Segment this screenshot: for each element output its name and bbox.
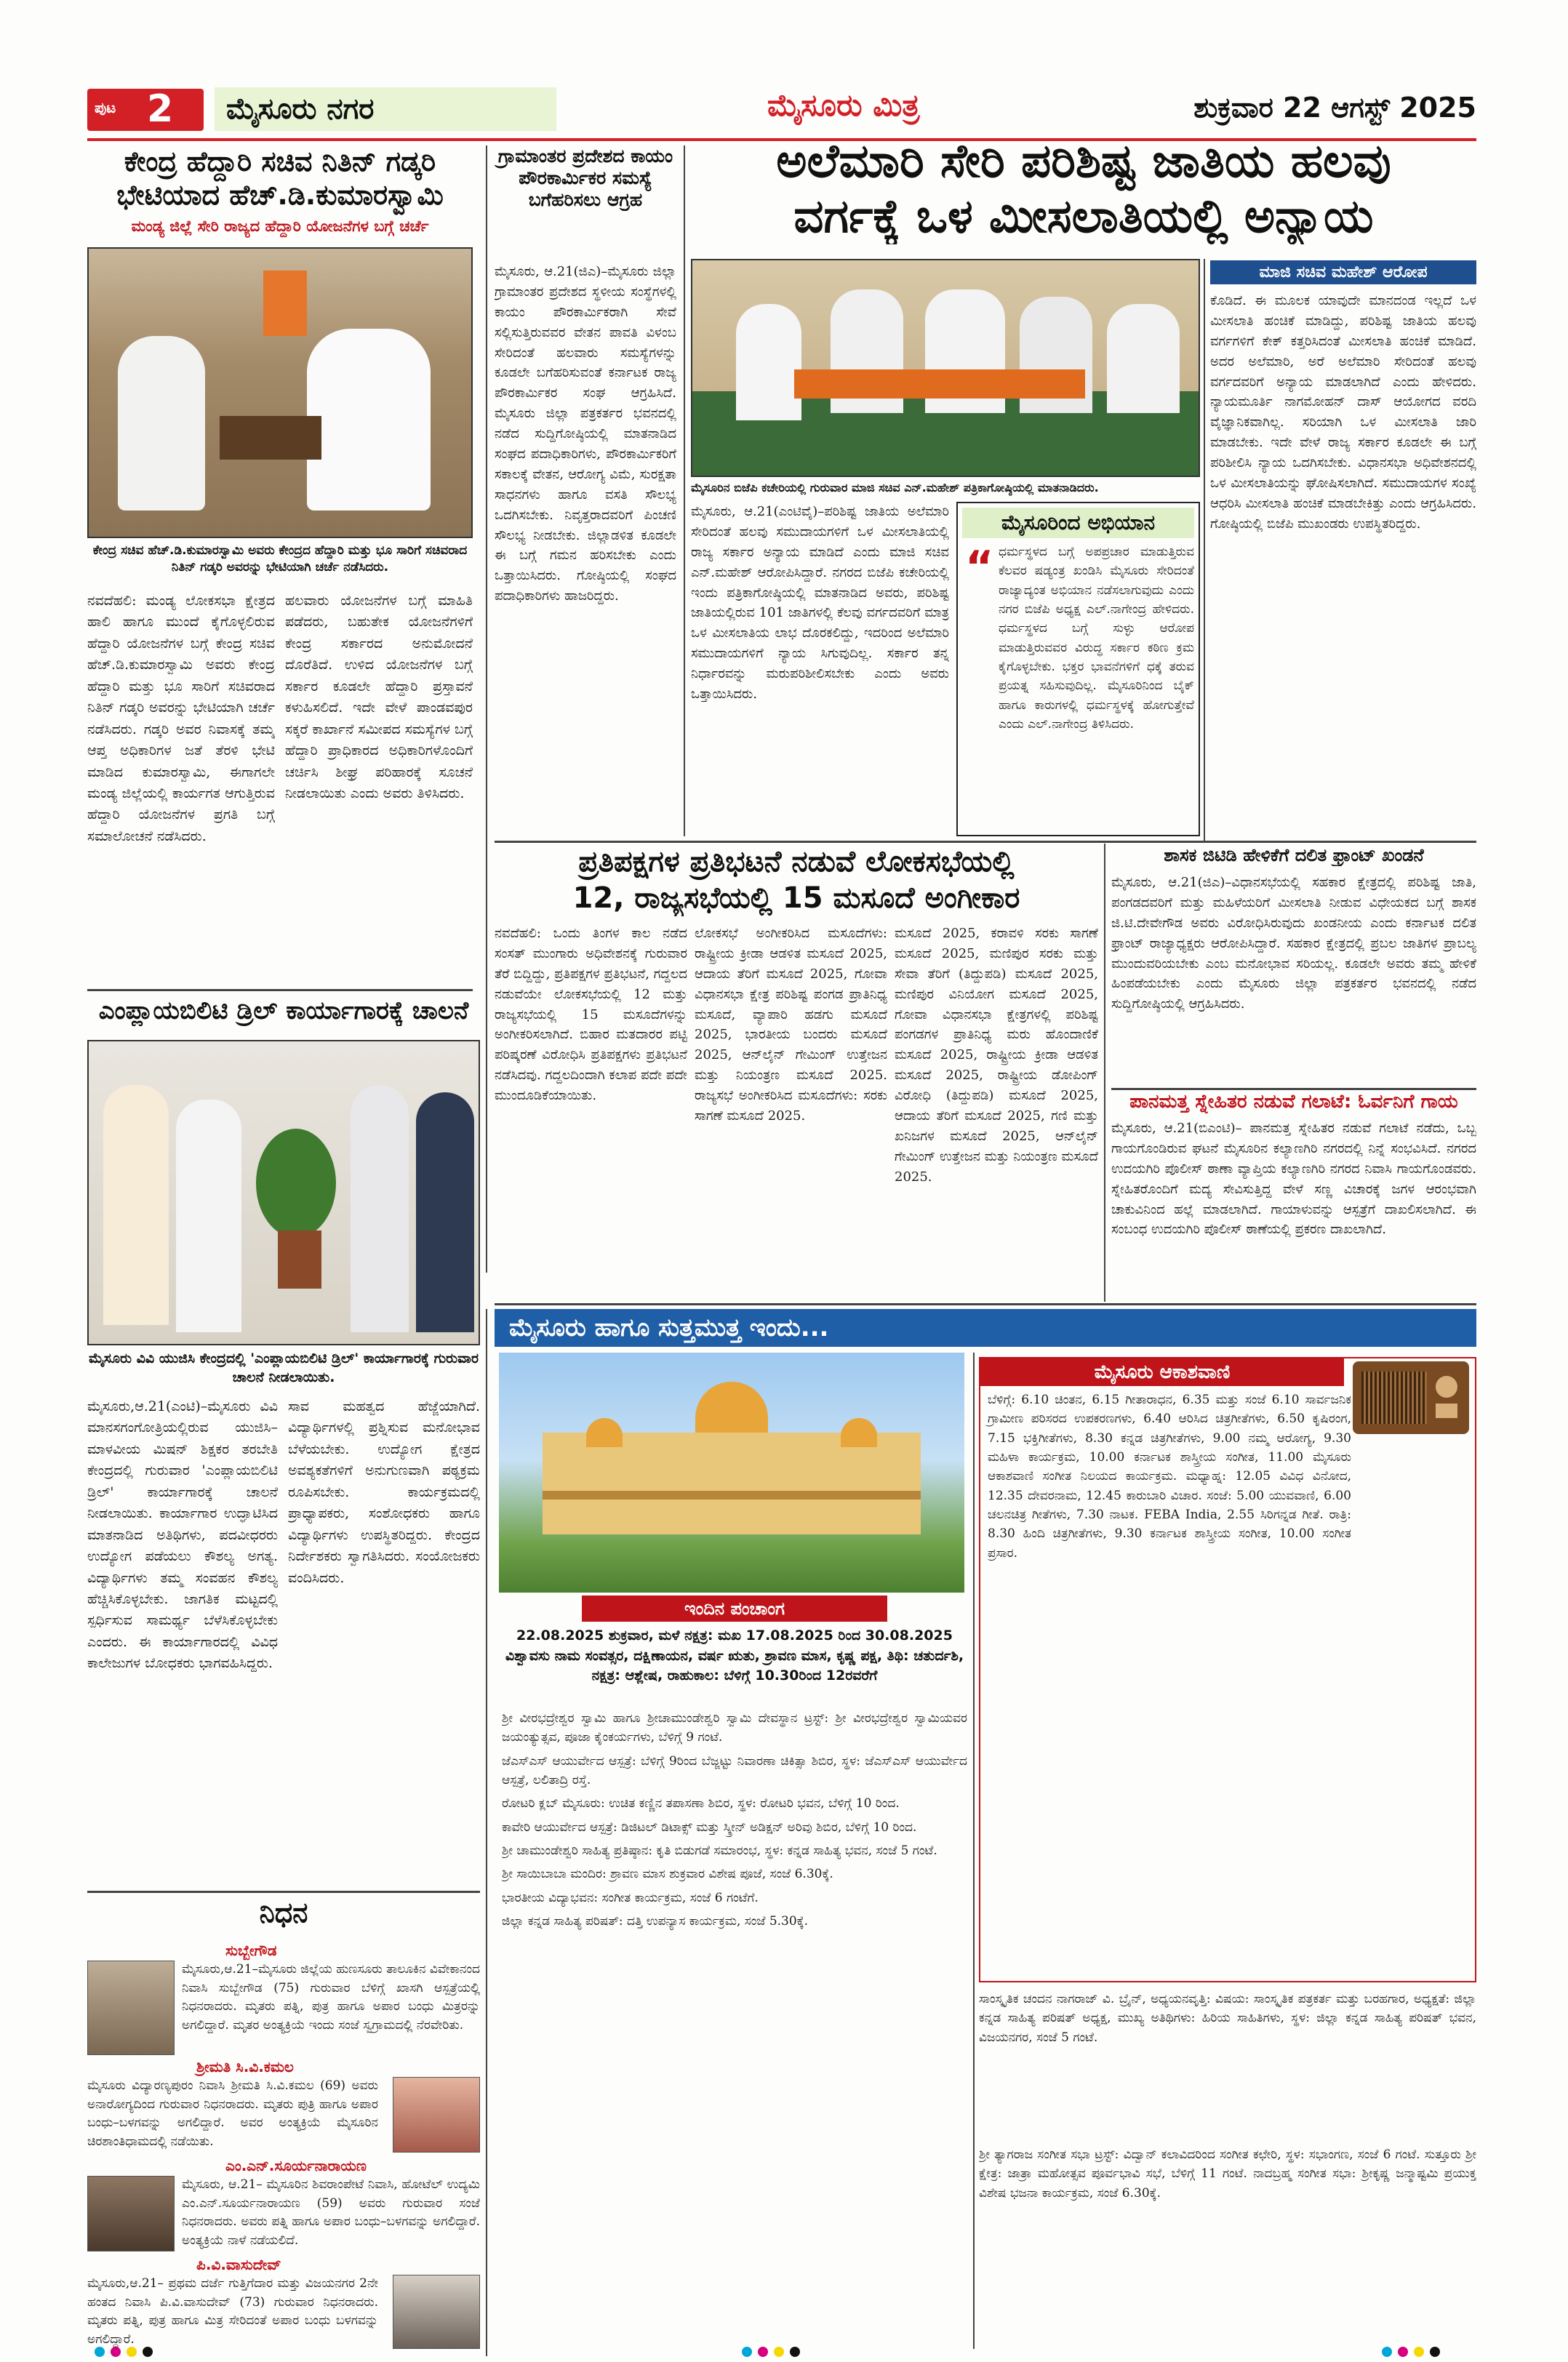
subhead: ಮಂಡ್ಯ ಜಿಲ್ಲೆ ಸೇರಿ ರಾಜ್ಯದ ಹೆದ್ದಾರಿ ಯೋಜನೆಗಳ ಬಗ್ಗೆ ಚರ್ಚೆ (131, 217, 429, 236)
footer-registration-dots-center (742, 2346, 829, 2359)
paper-logo: ಮೈಸೂರು ಮಿತ್ರ (767, 87, 920, 123)
quote-icon: “ (965, 542, 994, 593)
story-reservation-headline (691, 135, 1476, 244)
employability-caption: ಮೈಸೂರು ವಿವಿ ಯುಜಿಸಿ ಕೇಂದ್ರದಲ್ಲಿ 'ಎಂಪ್ಲಾಯಬಿಲಿಟಿ ಡ್ರಿಲ್' ಕಾರ್ಯಾಗಾರಕ್ಕೆ ಗುರುವಾರ ಚಾಲನೆ ನೀಡಲಾಯಿತು. (88, 1350, 479, 1385)
story-dalit-headline: ಶಾಸಕ ಜಿಟಿಡಿ ಹೇಳಿಕೆಗೆ ದಲಿತ ಫ್ರಾಂಟ್ ಖಂಡನೆ (1164, 845, 1424, 865)
story-sanitation-headline: ಗ್ರಾಮಾಂತರ ಪ್ರದೇಶದ ಕಾಯಂ ಪೌರಕಾರ್ಮಿಕರ ಸಮಸ್ಯೆ ಬಗೆಹರಿಸಲು ಆಗ್ರಹ (497, 145, 673, 210)
obituary-photo (87, 1961, 175, 2055)
panchanga-text: 22.08.2025 ಶುಕ್ರವಾರ, ಮಳೆ ನಕ್ಷತ್ರ: ಮಖ 17.08.2025 ರಿಂದ 30.08.2025 ವಿಶ್ವಾವಸು ನಾಮ ಸಂವತ್ಸರ, ದಕ್ಷಿಣಾಯನ, ವರ್ಷ ಋತು, ಶ್ರಾವಣ ಮಾಸ, ಕೃಷ್ಣ ಪಕ್ಷ, ತಿಥಿ: ಚತುರ್ದಶಿ, ನಕ್ಷತ್ರ: ಆಶ್ಲೇಷ, ರಾಹುಕಾಲ: ಬೆಳಿಗ್ಗೆ 10.30ರಿಂದ 12ರವರೆಗೆ (505, 1628, 964, 1684)
dot-black (790, 2347, 800, 2357)
radio-box (979, 1357, 1476, 1982)
dot-magenta (111, 2347, 121, 2357)
dot-black (143, 2347, 153, 2357)
sidebar-title: ಮೈಸೂರಿಂದ ಅಭಿಯಾನ (962, 508, 1194, 538)
obituary-text: ಮೈಸೂರು, ಆ.21– ಮೈಸೂರಿನ ಶಿವರಾಂಪೇಟೆ ನಿವಾಸಿ, ಹೋಟೆಲ್ ಉದ್ಯಮಿ ಎಂ.ಎನ್.ಸೂರ್ಯನಾರಾಯಣ (59) ಅವರು ಗುರುವಾರ ಸಂಜೆ ನಿಧನರಾದರು. ಅವರು ಪತ್ನಿ ಹಾಗೂ ಅಪಾರ ಬಂಧು–ಬಳಗವನ್ನು ಅಗಲಿದ್ದಾರೆ. ಅಂತ್ಯಕ್ರಿಯೆ ನಾಳೆ ನಡೆಯಲಿದೆ. (182, 2177, 480, 2248)
story-reservation-right: ಕೊಡಿದೆ. ಈ ಮೂಲಕ ಯಾವುದೇ ಮಾನದಂಡ ಇಲ್ಲದೆ ಒಳ ಮೀಸಲಾತಿ ಹಂಚಿಕೆ ಮಾಡಿದ್ದು, ಪರಿಶಿಷ್ಟ ಜಾತಿಯ ಹಲವು ವರ್ಗಗಳಿಗೆ ಕೇಕ್ ಕತ್ತರಿಸಿದಂತೆ ಮೀಸಲಾತಿ ಹಂಚಿಕೆ ಮಾಡಿದೆ. ಅದರ ಅಲೆಮಾರಿ, ಅರೆ ಅಲೆಮಾರಿ ಸೇರಿದಂತೆ ಹಲವು ವರ್ಗದವರಿಗೆ ಅನ್ಯಾಯ ಮಾಡಲಾಗಿದೆ ಎಂದು ಹೇಳಿದರು. ನ್ಯಾಯಮೂರ್ತಿ ನಾಗಮೋಹನ್ ದಾಸ್ ಆಯೋಗದ ವರದಿ ವೈಜ್ಞಾನಿಕವಾಗಿಲ್ಲ. ಸರಿಯಾಗಿ ಒಳ ಮೀಸಲಾತಿ ಜಾರಿ ಮಾಡಬೇಕು. ಇದೇ ವೇಳೆ ರಾಜ್ಯ ಸರ್ಕಾರ ಕೂಡಲೇ ಈ ಬಗ್ಗೆ ಪರಿಶೀಲಿಸಿ ನ್ಯಾಯ ಒದಗಿಸಬೇಕು. ವಿಧಾನಸಭಾ ಅಧಿವೇಶನದಲ್ಲಿ ಒಳ ಮೀಸಲಾತಿಯನ್ನು ಘೋಷಿಸಲಾಗಿದೆ. ಸಮುದಾಯಗಳ ಸಂಖ್ಯೆ ಆಧರಿಸಿ ಮೀಸಲಾತಿ ಹಂಚಿಕೆ ಮಾಡಬೇಕಿತ್ತು ಎಂದು ಆಗ್ರಹಿಸಿದರು. ಗೋಷ್ಠಿಯಲ್ಲಿ ಬಿಜೆಪಿ ಮುಖಂಡರು ಉಪಸ್ಥಿತರಿದ್ದರು. (1210, 293, 1476, 532)
panchanga-title (582, 1596, 887, 1622)
story-parliament-col2: ಲೋಕಸಭೆ ಅಂಗೀಕರಿಸಿದ ಮಸೂದೆಗಳು: ರಾಷ್ಟ್ರೀಯ ಕ್ರೀಡಾ ಆಡಳಿತ ಮಸೂದೆ 2025, ಆದಾಯ ತೆರಿಗೆ ಮಸೂದೆ 2025, ಗೋವಾ ವಿಧಾನಸಭಾ ಕ್ಷೇತ್ರ ಪರಿಶಿಷ್ಟ ಪಂಗಡ ಪ್ರಾತಿನಿಧ್ಯ ಮಸೂದೆ, ವ್ಯಾಪಾರಿ ಹಡಗು ಮಸೂದೆ 2025, ಭಾರತೀಯ ಬಂದರು ಮಸೂದೆ 2025, ಆನ್‌ಲೈನ್ ಗೇಮಿಂಗ್ ಉತ್ತೇಜನ ಮತ್ತು ನಿಯಂತ್ರಣ ಮಸೂದೆ 2025. ರಾಜ್ಯಸಭೆ ಅಂಗೀಕರಿಸಿದ ಮಸೂದೆಗಳು: ಸರಕು ಸಾಗಣೆ ಮಸೂದೆ 2025. (695, 926, 887, 1124)
headline-line1: ಅಲೆಮಾರಿ ಸೇರಿ ಪರಿಶಿಷ್ಟ ಜಾತಿಯ ಹಲವು (776, 135, 1391, 188)
dot-magenta (1398, 2347, 1408, 2357)
obituary-text: ಮೈಸೂರು,ಆ.21– ಪ್ರಥಮ ದರ್ಜೆ ಗುತ್ತಿಗೆದಾರ ಮತ್ತು ವಿಜಯನಗರ 2ನೇ ಹಂತದ ನಿವಾಸಿ ಪಿ.ವಿ.ವಾಸುದೇವ್ (73) ಗುರುವಾರ ನಿಧನರಾದರು. ಮೃತರು ಪತ್ನಿ, ಪುತ್ರ ಹಾಗೂ ಮಿತ್ರ ಸೇರಿದಂತೆ ಅಪಾರ ಬಂಧು ಬಳಗವನ್ನು ಅಗಲಿದ್ದಾರೆ. (87, 2276, 378, 2347)
obituary-item (87, 2256, 480, 2349)
obituary-text: ಮೈಸೂರು ವಿದ್ಯಾರಣ್ಯಪುರಂ ನಿವಾಸಿ ಶ್ರೀಮತಿ ಸಿ.ವಿ.ಕಮಲ (69) ಅವರು ಅನಾರೋಗ್ಯದಿಂದ ಗುರುವಾರ ನಿಧನರಾದರು. ಮೃತರು ಪುತ್ರಿ ಹಾಗೂ ಅಪಾರ ಬಂಧು–ಬಳಗವನ್ನು ಅಗಲಿದ್ದಾರೆ. ಅವರ ಅಂತ್ಯಕ್ರಿಯೆ ಮೈಸೂರಿನ ಚಿರಶಾಂತಿಧಾಮದಲ್ಲಿ ನಡೆಯಿತು. (87, 2078, 378, 2149)
obituary-text: ಮೈಸೂರು,ಆ.21–ಮೈಸೂರು ಜಿಲ್ಲೆಯ ಹುಣಸೂರು ತಾಲೂಕಿನ ವಿವೇಕಾನಂದ ನಿವಾಸಿ ಸುಬ್ಬೇಗೌಡ (75) ಗುರುವಾರ ಬೆಳಿಗ್ಗೆ ಖಾಸಗಿ ಆಸ್ಪತ್ರೆಯಲ್ಲಿ ನಿಧನರಾದರು. ಮೃತರು ಪತ್ನಿ, ಪುತ್ರ ಹಾಗೂ ಅಪಾರ ಬಂಧು ಮಿತ್ರರನ್ನು ಅಗಲಿದ್ದಾರೆ. ಮೃತರ ಅಂತ್ಯಕ್ರಿಯೆ ಇಂದು ಸಂಜೆ ಸ್ವಗ್ರಾಮದಲ್ಲಿ ನೆರವೇರಿತು. (182, 1962, 480, 2033)
story-gadkari (87, 145, 473, 589)
story-parliament-col3: ಮಸೂದೆ 2025, ಕರಾವಳಿ ಸರಕು ಸಾಗಣೆ ಮಸೂದೆ 2025, ಮಣಿಪುರ ಸರಕು ಮತ್ತು ಸೇವಾ ತೆರಿಗೆ (ತಿದ್ದುಪಡಿ) ಮಸೂದೆ 2025, ಮಣಿಪುರ ವಿನಿಯೋಗ ಮಸೂದೆ 2025, ಗೋವಾ ವಿಧಾನಸಭಾ ಕ್ಷೇತ್ರಗಳಲ್ಲಿ ಪರಿಶಿಷ್ಟ ಪಂಗಡಗಳ ಪ್ರಾತಿನಿಧ್ಯ ಮರು ಹೊಂದಾಣಿಕೆ ಮಸೂದೆ 2025, ರಾಷ್ಟ್ರೀಯ ಕ್ರೀಡಾ ಆಡಳಿತ ಮಸೂದೆ 2025, ರಾಷ್ಟ್ರೀಯ ಡೋಪಿಂಗ್ ವಿರೋಧಿ (ತಿದ್ದುಪಡಿ) ಮಸೂದೆ 2025, ಆದಾಯ ತೆರಿಗೆ ಮಸೂದೆ 2025, ಗಣಿ ಮತ್ತು ಖನಿಜಗಳ ಮಸೂದೆ 2025, ಆನ್‌ಲೈನ್ ಗೇಮಿಂಗ್ ಉತ್ತೇಜನ ಮತ್ತು ನಿಯಂತ್ರಣ ಮಸೂದೆ 2025. (895, 926, 1098, 1185)
event-item: ಜಿಲ್ಲಾ ಕನ್ನಡ ಸಾಹಿತ್ಯ ಪರಿಷತ್: ದತ್ತಿ ಉಪನ್ಯಾಸ ಕಾರ್ಯಕ್ರಮ, ಸಂಜೆ 5.30ಕ್ಕೆ. (502, 1914, 809, 1929)
story-dalit-body: ಮೈಸೂರು, ಆ.21(ಜಿಎ)–ವಿಧಾನಸಭೆಯಲ್ಲಿ ಸಹಕಾರ ಕ್ಷೇತ್ರದಲ್ಲಿ ಪರಿಶಿಷ್ಟ ಜಾತಿ, ಪಂಗಡದವರಿಗೆ ಮತ್ತು ಮಹಿಳೆಯರಿಗೆ ಮೀಸಲಾತಿ ನೀಡುವ ವಿಧೇಯಕದ ಬಗ್ಗೆ ಶಾಸಕ ಜಿ.ಟಿ.ದೇವೇಗೌಡ ಅವರು ವಿರೋಧಿಸಿರುವುದು ಖಂಡನೀಯ ಎಂದು ಕರ್ನಾಟಕ ದಲಿತ ಫ್ರಾಂಟ್ ರಾಜ್ಯಾಧ್ಯಕ್ಷರು ಆರೋಪಿಸಿದ್ದಾರೆ. ಸಹಕಾರ ಕ್ಷೇತ್ರದಲ್ಲಿ ಪ್ರಬಲ ಜಾತಿಗಳ ಪ್ರಾಬಲ್ಯ ಮುಂದುವರಿಯಬೇಕು ಎಂಬ ಮನೋಭಾವ ಸರಿಯಲ್ಲ. ಕೂಡಲೇ ಅವರು ತಮ್ಮ ಹೇಳಿಕೆ ಹಿಂಪಡೆಯಬೇಕು ಎಂದು ಮೈಸೂರು ಜಿಲ್ಲಾ ಪತ್ರಕರ್ತರ ಭವನದಲ್ಲಿ ನಡೆದ ಸುದ್ದಿಗೋಷ್ಠಿಯಲ್ಲಿ ಆಗ್ರಹಿಸಿದರು. (1111, 875, 1476, 1012)
issue-date: ಶುಕ್ರವಾರ 22 ಆಗಸ್ಟ್ 2025 (1193, 92, 1476, 124)
reservation-label: ಮಾಜಿ ಸಚಿವ ಮಹೇಶ್ ಆರೋಪ (1210, 260, 1476, 284)
photo-gadkari-meeting (87, 247, 473, 538)
event-item: ಶ್ರೀ ವೀರಭದ್ರೇಶ್ವರ ಸ್ವಾಮಿ ಹಾಗೂ ಶ್ರೀಚಾಮುಂಡೇಶ್ವರಿ ಸ್ವಾಮಿ ದೇವಸ್ಥಾನ ಟ್ರಸ್ಟ್: ಶ್ರೀ ವೀರಭದ್ರೇಶ್ವರ ಸ್ವಾಮಿಯವರ ಜಯಂತ್ಯುತ್ಸವ, ಪೂಜಾ ಕೈಂಕರ್ಯಗಳು, ಬೆಳಿಗ್ಗೆ 9 ಗಂಟೆ. (502, 1711, 967, 1745)
obituary-title: ನಿಧನ (259, 1897, 308, 1929)
dot-cyan (742, 2347, 752, 2357)
today-banner (495, 1309, 1476, 1347)
photo-press-meet (691, 259, 1200, 477)
event-item: ಭಾರತೀಯ ವಿದ್ಯಾಭವನ: ಸಂಗೀತ ಕಾರ್ಯಕ್ರಮ, ಸಂಜೆ 6 ಗಂಟೆಗೆ. (502, 1890, 759, 1905)
radio-icon (1353, 1361, 1469, 1434)
story-employability-col2: ಸಾವ ಮಹತ್ವದ ಹೆಜ್ಜೆಯಾಗಿದೆ. ವಿದ್ಯಾರ್ಥಿಗಳಲ್ಲಿ ಪ್ರಶ್ನಿಸುವ ಮನೋಭಾವ ಬೆಳೆಯಬೇಕು. ಉದ್ಯೋಗ ಕ್ಷೇತ್ರದ ಅವಶ್ಯಕತೆಗಳಿಗೆ ಅನುಗುಣವಾಗಿ ಪಠ್ಯಕ್ರಮ ರೂಪಿಸಬೇಕು. ಕಾರ್ಯಕ್ರಮದಲ್ಲಿ ಪ್ರಾಧ್ಯಾಪಕರು, ಸಂಶೋಧಕರು ಹಾಗೂ ವಿದ್ಯಾರ್ಥಿಗಳು ಉಪಸ್ಥಿತರಿದ್ದರು. ಕೇಂದ್ರದ ನಿರ್ದೇಶಕರು ಸ್ವಾಗತಿಸಿದರು. ಸಂಯೋಜಕರು ವಂದಿಸಿದರು. (288, 1398, 480, 1586)
story-gadkari-col1: ನವದೆಹಲಿ: ಮಂಡ್ಯ ಲೋಕಸಭಾ ಕ್ಷೇತ್ರದ ಹಾಲಿ ಹಾಗೂ ಮುಂದೆ ಕೈಗೊಳ್ಳಲಿರುವ ಹೆದ್ದಾರಿ ಯೋಜನೆಗಳ ಬಗ್ಗೆ ಕೇಂದ್ರ ಸಚಿವ ಹೆಚ್.ಡಿ.ಕುಮಾರಸ್ವಾಮಿ ಅವರು ಕೇಂದ್ರ ಹೆದ್ದಾರಿ ಮತ್ತು ಭೂ ಸಾರಿಗೆ ಸಚಿವರಾದ ನಿತಿನ್ ಗಡ್ಕರಿ ಅವರನ್ನು ಭೇಟಿಯಾಗಿ ಚರ್ಚೆ ನಡೆಸಿದರು. ಗಡ್ಕರಿ ಅವರ ನಿವಾಸಕ್ಕೆ ತಮ್ಮ ಆಪ್ತ ಅಧಿಕಾರಿಗಳ ಜತೆ ತೆರಳಿ ಭೇಟಿ ಮಾಡಿದ ಕುಮಾರಸ್ವಾಮಿ, ಈಗಾಗಲೇ ಮಂಡ್ಯ ಜಿಲ್ಲೆಯಲ್ಲಿ ಕಾರ್ಯಗತ ಆಗುತ್ತಿರುವ ಹೆದ್ದಾರಿ ಯೋಜನೆಗಳ ಪ್ರಗತಿ ಬಗ್ಗೆ ಸಮಾಲೋಚನೆ ನಡೆಸಿದರು. (87, 593, 275, 844)
headline (87, 145, 473, 212)
photo-mysore-palace (499, 1353, 964, 1593)
dot-yellow (774, 2347, 784, 2357)
page-number: 2 (147, 87, 174, 131)
obituary-photo (87, 2176, 175, 2251)
photo-employability (87, 1040, 480, 1345)
sidebar-body: ಧರ್ಮಸ್ಥಳದ ಬಗ್ಗೆ ಅಪಪ್ರಚಾರ ಮಾಡುತ್ತಿರುವ ಕೆಲವರ ಷಡ್ಯಂತ್ರ ಖಂಡಿಸಿ ಮೈಸೂರು ಸೇರಿದಂತೆ ರಾಜ್ಯಾದ್ಯಂತ ಅಭಿಯಾನ ನಡೆಸಲಾಗುವುದು ಎಂದು ನಗರ ಬಿಜೆಪಿ ಅಧ್ಯಕ್ಷ ಎಲ್.ನಾಗೇಂದ್ರ ಹೇಳಿದರು. ಧರ್ಮಸ್ಥಳದ ಬಗ್ಗೆ ಸುಳ್ಳು ಆರೋಪ ಮಾಡುತ್ತಿರುವವರ ವಿರುದ್ಧ ಸರ್ಕಾರ ಕಠಿಣ ಕ್ರಮ ಕೈಗೊಳ್ಳಬೇಕು. ಭಕ್ತರ ಭಾವನೆಗಳಿಗೆ ಧಕ್ಕೆ ತರುವ ಪ್ರಯತ್ನ ಸಹಿಸುವುದಿಲ್ಲ. ಮೈಸೂರಿನಿಂದ ಬೈಕ್ ಹಾಗೂ ಕಾರುಗಳಲ್ಲಿ ಧರ್ಮಸ್ಥಳಕ್ಕೆ ಹೋಗುತ್ತೇವೆ ಎಂದು ಎಲ್.ನಾಗೇಂದ್ರ ತಿಳಿಸಿದರು. (999, 545, 1194, 732)
radio-schedule: ಬೆಳಿಗ್ಗೆ: 6.10 ಚಿಂತನ, 6.15 ಗೀತಾರಾಧನ, 6.35 ಮತ್ತು ಸಂಜೆ 6.10 ಸಾರ್ವಜನಿಕ ಗ್ರಾಮೀಣ ಪರಿಸರದ ಉಪಕರಣಗಳು, 6.40 ಆರಿಸಿದ ಚಿತ್ರಗೀತೆಗಳು, 6.50 ಕೃಷಿರಂಗ, 7.15 ಭಕ್ತಿಗೀತೆಗಳು, 8.30 ಕನ್ನಡ ಚಿತ್ರಗೀತೆಗಳು, 9.00 ನಮ್ಮ ಆರೋಗ್ಯ, 9.30 ಮಹಿಳಾ ಕಾರ್ಯಕ್ರಮ, 10.00 ಕರ್ನಾಟಕ ಶಾಸ್ತ್ರೀಯ ಸಂಗೀತ, 11.00 ಮೈಸೂರು ಆಕಾಶವಾಣಿ ಸಂಗೀತ ನಿಲಯದ ಕಾರ್ಯಕ್ರಮ. ಮಧ್ಯಾಹ್ನ: 12.05 ವಿವಿಧ ವಿನೋದ, 12.35 ದೇವರನಾಮ, 12.45 ಕಾರುಬಾರಿ ವಿಚಾರ. ಸಂಜೆ: 5.00 ಯುವವಾಣಿ, 6.00 ಚಲನಚಿತ್ರ ಗೀತೆಗಳು, 7.30 ನಾಟಕ. FEBA India, 2.55 ಸಿರಿಗನ್ನಡ ಗೀತೆ. ರಾತ್ರಿ: 8.30 ಹಿಂದಿ ಚಿತ್ರಗೀತೆಗಳು, 9.30 ಕರ್ನಾಟಕ ಶಾಸ್ತ್ರೀಯ ಸಂಗೀತ, 10.00 ಸಂಗೀತ ಪ್ರಸಾರ. (988, 1393, 1351, 1561)
story-gadkari-col2: ಹಲವಾರು ಯೋಜನೆಗಳ ಬಗ್ಗೆ ಮಾಹಿತಿ ಪಡೆದರು, ಬಹುತೇಕ ಯೋಜನೆಗಳಿಗೆ ಕೇಂದ್ರ ಸರ್ಕಾರದ ಅನುಮೋದನೆ ದೊರೆತಿದೆ. ಉಳಿದ ಯೋಜನೆಗಳ ಬಗ್ಗೆ ಸರ್ಕಾರ ಕೂಡಲೇ ಹೆದ್ದಾರಿ ಪ್ರಸ್ತಾವನೆ ಕಳುಹಿಸಲಿದೆ. ಇದೇ ವೇಳೆ ಪಾಂಡವಪುರ ಸಕ್ಕರೆ ಕಾರ್ಖಾನೆ ಸಮೀಪದ ಸಮಸ್ಯೆಗಳ ಬಗ್ಗೆ ಹೆದ್ದಾರಿ ಪ್ರಾಧಿಕಾರದ ಅಧಿಕಾರಿಗಳೊಂದಿಗೆ ಚರ್ಚಿಸಿ ಶೀಘ್ರ ಪರಿಹಾರಕ್ಕೆ ಸೂಚನೆ ನೀಡಲಾಯಿತು ಎಂದು ಅವರು ತಿಳಿಸಿದರು. (285, 593, 473, 801)
obituary-name: ಸುಬ್ಬೇಗೌಡ (225, 1942, 277, 1959)
story-employability-headline: ಎಂಪ್ಲಾಯಬಿಲಿಟಿ ಡ್ರಿಲ್ ಕಾರ್ಯಾಗಾರಕ್ಕೆ ಚಾಲನೆ (98, 996, 469, 1025)
today-banner-text: ಮೈಸೂರು ಹಾಗೂ ಸುತ್ತಮುತ್ತ ಇಂದು... (509, 1313, 829, 1342)
footer-registration-dots-right (1382, 2346, 1469, 2359)
radio-extra-1: ಸಾಂಸ್ಕೃತಿಕ ಚಂದನ ನಾಗರಾಜ್ ವಿ. ಬ್ರೈನ್, ಅಧ್ಯಯನವೃತ್ತಿ: ವಿಷಯ: ಸಾಂಸ್ಕೃತಿಕ ಪತ್ರಕರ್ತ ಮತ್ತು ಬರಹಗಾರ, ಅಧ್ಯಕ್ಷತೆ: ಜಿಲ್ಲಾ ಕನ್ನಡ ಸಾಹಿತ್ಯ ಪರಿಷತ್ ಅಧ್ಯಕ್ಷ, ಮುಖ್ಯ ಅತಿಥಿಗಳು: ಹಿರಿಯ ಸಾಹಿತಿಗಳು, ಸ್ಥಳ: ಜಿಲ್ಲಾ ಕನ್ನಡ ಸಾಹಿತ್ಯ ಪರಿಷತ್ ಭವನ, ವಿಜಯನಗರ, ಸಂಜೆ 5 ಗಂಟೆ. (979, 1992, 1476, 2045)
page-number-box (87, 89, 204, 131)
radio-title-text: ಮೈಸೂರು ಆಕಾಶವಾಣಿ (1094, 1361, 1231, 1383)
headline-line2: 12, ರಾಜ್ಯಸಭೆಯಲ್ಲಿ 15 ಮಸೂದೆ ಅಂಗೀಕಾರ (572, 881, 1020, 915)
events-list (502, 1709, 967, 2349)
dot-yellow (1414, 2347, 1424, 2357)
obituary-photo (393, 2275, 480, 2349)
footer-registration-dots-left (95, 2346, 182, 2359)
story-brawl-body: ಮೈಸೂರು, ಆ.21(ಬಿಎಂಟಿ)– ಪಾನಮತ್ತ ಸ್ನೇಹಿತರ ನಡುವೆ ಗಲಾಟೆ ನಡೆದು, ಒಬ್ಬ ಗಾಯಗೊಂಡಿರುವ ಘಟನೆ ಮೈಸೂರಿನ ಕಲ್ಯಾಣಗಿರಿ ನಗರದಲ್ಲಿ ನಿನ್ನೆ ಸಂಭವಿಸಿದೆ. ನಗರದ ಉದಯಗಿರಿ ಪೊಲೀಸ್ ಠಾಣಾ ವ್ಯಾಪ್ತಿಯ ಕಲ್ಯಾಣಗಿರಿ ನಗರದ ನಿವಾಸಿ ಗಾಯಗೊಂಡವರು. ಸ್ನೇಹಿತರೊಂದಿಗೆ ಮದ್ಯ ಸೇವಿಸುತ್ತಿದ್ದ ವೇಳೆ ಸಣ್ಣ ವಿಚಾರಕ್ಕೆ ಜಗಳ ಆರಂಭವಾಗಿ ಚಾಕುವಿನಿಂದ ಹಲ್ಲೆ ಮಾಡಲಾಗಿದೆ. ಗಾಯಾಳುವನ್ನು ಆಸ್ಪತ್ರೆಗೆ ದಾಖಲಿಸಲಾಗಿದೆ. ಈ ಸಂಬಂಧ ಉದಯಗಿರಿ ಪೊಲೀಸ್ ಠಾಣೆಯಲ್ಲಿ ಪ್ರಕರಣ ದಾಖಲಾಗಿದೆ. (1111, 1121, 1476, 1238)
event-item: ಜೆಎಸ್‌ಎಸ್ ಆಯುರ್ವೇದ ಆಸ್ಪತ್ರೆ: ಬೆಳಿಗ್ಗೆ 9ರಿಂದ ಬೆಜ್ಜಟ್ಟು ನಿವಾರಣಾ ಚಿಕಿತ್ಸಾ ಶಿಬಿರ, ಸ್ಥಳ: ಜೆಎಸ್‌ಎಸ್ ಆಯುರ್ವೇದ ಆಸ್ಪತ್ರೆ, ಲಲಿತಾದ್ರಿ ರಸ್ತೆ. (502, 1753, 967, 1788)
event-item: ಶ್ರೀ ಸಾಯಿಬಾಬಾ ಮಂದಿರ: ಶ್ರಾವಣ ಮಾಸ ಶುಕ್ರವಾರ ವಿಶೇಷ ಪೂಜೆ, ಸಂಜೆ 6.30ಕ್ಕೆ. (502, 1867, 833, 1882)
masthead (87, 83, 1476, 135)
event-item: ಕಾವೇರಿ ಆಯುರ್ವೇದ ಆಸ್ಪತ್ರೆ: ಡಿಜಿಟಲ್ ಡಿಟಾಕ್ಸ್ ಮತ್ತು ಸ್ಕ್ರೀನ್ ಅಡಿಕ್ಷನ್ ಅರಿವು ಶಿಬಿರ, ಬೆಳಿಗ್ಗೆ 10 ರಿಂದ. (502, 1819, 917, 1835)
obituary-name: ಪಿ.ವಿ.ವಾಸುದೇವ್ (196, 2256, 281, 2273)
photo-caption: ಕೇಂದ್ರ ಸಚಿವ ಹೆಚ್.ಡಿ.ಕುಮಾರಸ್ವಾಮಿ ಅವರು ಕೇಂದ್ರದ ಹೆದ್ದಾರಿ ಮತ್ತು ಭೂ ಸಾರಿಗೆ ಸಚಿವರಾದ ನಿತಿನ್ ಗಡ್ಕರಿ ಅವರನ್ನು ಭೇಟಿಯಾಗಿ ಚರ್ಚೆ ನಡೆಸಿದರು. (92, 543, 468, 575)
obituary-item (87, 1942, 480, 2058)
headline-line1: ಪ್ರತಿಪಕ್ಷಗಳ ಪ್ರತಿಭಟನೆ ನಡುವೆ ಲೋಕಸಭೆಯಲ್ಲಿ (578, 845, 1015, 878)
sidebar-abhiyana (956, 502, 1200, 836)
obituary-item (87, 2157, 480, 2251)
story-parliament-headline (495, 844, 1098, 916)
obituary-item (87, 2058, 480, 2153)
obituary-name: ಎಂ.ಎನ್.ಸೂರ್ಯನಾರಾಯಣ (225, 2157, 367, 2174)
obituary-name: ಶ್ರೀಮತಿ ಸಿ.ವಿ.ಕಮಲ (196, 2058, 294, 2075)
obituary-photo (393, 2077, 480, 2153)
story-brawl-headline: ಪಾನಮತ್ತ ಸ್ನೇಹಿತರ ನಡುವೆ ಗಲಾಟೆ: ಓರ್ವನಿಗೆ ಗಾಯ (1129, 1091, 1458, 1113)
radio-title (980, 1358, 1344, 1386)
radio-extra-2: ಶ್ರೀ ತ್ಯಾಗರಾಜ ಸಂಗೀತ ಸಭಾ ಟ್ರಸ್ಟ್: ವಿದ್ವಾನ್ ಕಲಾವಿದರಿಂದ ಸಂಗೀತ ಕಛೇರಿ, ಸ್ಥಳ: ಸಭಾಂಗಣ, ಸಂಜೆ 6 ಗಂಟೆ. ಸುತ್ತೂರು ಶ್ರೀ ಕ್ಷೇತ್ರ: ಜಾತ್ರಾ ಮಹೋತ್ಸವ ಪೂರ್ವಭಾವಿ ಸಭೆ, ಬೆಳಿಗ್ಗೆ 11 ಗಂಟೆ. ನಾದಬ್ರಹ್ಮ ಸಂಗೀತ ಸಭಾ: ಶ್ರೀಕೃಷ್ಣ ಜನ್ಮಾಷ್ಟಮಿ ಪ್ರಯುಕ್ತ ವಿಶೇಷ ಭಜನಾ ಕಾರ್ಯಕ್ರಮ, ಸಂಜೆ 6.30ಕ್ಕೆ. (979, 2147, 1476, 2201)
page-label: ಪುಟ (95, 99, 116, 116)
headline-line2 (691, 190, 1476, 245)
story-reservation-left: ಮೈಸೂರು, ಆ.21(ಎಂಟಿವೈ)–ಪರಿಶಿಷ್ಟ ಜಾತಿಯ ಅಲೆಮಾರಿ ಸೇರಿದಂತೆ ಹಲವು ಸಮುದಾಯಗಳಿಗೆ ಒಳ ಮೀಸಲಾತಿಯಲ್ಲಿ ರಾಜ್ಯ ಸರ್ಕಾರ ಅನ್ಯಾಯ ಮಾಡಿದೆ ಎಂದು ಮಾಜಿ ಸಚಿವ ಎನ್.ಮಹೇಶ್ ಆರೋಪಿಸಿದ್ದಾರೆ. ನಗರದ ಬಿಜೆಪಿ ಕಚೇರಿಯಲ್ಲಿ ಇಂದು ಪತ್ರಿಕಾಗೋಷ್ಠಿಯಲ್ಲಿ ಮಾತನಾಡಿದ ಅವರು, ಪರಿಶಿಷ್ಟ ಜಾತಿಯಲ್ಲಿರುವ 101 ಜಾತಿಗಳಲ್ಲಿ ಕೆಲವು ವರ್ಗದವರಿಗೆ ಮಾತ್ರ ಒಳ ಮೀಸಲಾತಿಯ ಲಾಭ ದೊರಕಲಿದ್ದು, ಇದರಿಂದ ಅಲೆಮಾರಿ ಸಮುದಾಯಗಳಿಗೆ ನ್ಯಾಯ ಸಿಗುವುದಿಲ್ಲ. ಸರ್ಕಾರ ತನ್ನ ನಿರ್ಧಾರವನ್ನು ಮರುಪರಿಶೀಲಿಸಬೇಕು ಎಂದು ಅವರು ಒತ್ತಾಯಿಸಿದರು. (691, 504, 949, 702)
press-meet-caption: ಮೈಸೂರಿನ ಬಿಜೆಪಿ ಕಚೇರಿಯಲ್ಲಿ ಗುರುವಾರ ಮಾಜಿ ಸಚಿವ ಎನ್.ಮಹೇಶ್ ಪತ್ರಿಕಾಗೋಷ್ಠಿಯಲ್ಲಿ ಮಾತನಾಡಿದರು. (691, 481, 1099, 495)
story-employability-col1: ಮೈಸೂರು,ಆ.21(ಎಂಟಿ)–ಮೈಸೂರು ವಿವಿ ಮಾನಸಗಂಗೋತ್ರಿಯಲ್ಲಿರುವ ಯುಜಿಸಿ–ಮಾಳವೀಯ ಮಿಷನ್ ಶಿಕ್ಷಕರ ತರಬೇತಿ ಕೇಂದ್ರದಲ್ಲಿ ಗುರುವಾರ 'ಎಂಪ್ಲಾಯಬಿಲಿಟಿ ಡ್ರಿಲ್' ಕಾರ್ಯಾಗಾರಕ್ಕೆ ಚಾಲನೆ ನೀಡಲಾಯಿತು. ಕಾರ್ಯಾಗಾರ ಉದ್ಘಾಟಿಸಿದ ಮಾತನಾಡಿದ ಅತಿಥಿಗಳು, ಪದವೀಧರರು ಉದ್ಯೋಗ ಪಡೆಯಲು ಕೌಶಲ್ಯ ಅಗತ್ಯ. ವಿದ್ಯಾರ್ಥಿಗಳು ತಮ್ಮ ಸಂವಹನ ಕೌಶಲ್ಯ ಹೆಚ್ಚಿಸಿಕೊಳ್ಳಬೇಕು. ಜಾಗತಿಕ ಮಟ್ಟದಲ್ಲಿ ಸ್ಪರ್ಧಿಸುವ ಸಾಮರ್ಥ್ಯ ಬೆಳೆಸಿಕೊಳ್ಳಬೇಕು ಎಂದರು. ಈ ಕಾರ್ಯಾಗಾರದಲ್ಲಿ ವಿವಿಧ ಕಾಲೇಜುಗಳ ಬೋಧಕರು ಭಾಗವಹಿಸಿದ್ದರು. (87, 1398, 278, 1672)
dot-black (1430, 2347, 1440, 2357)
panchanga-title-text: ಇಂದಿನ ಪಂಚಾಂಗ (684, 1598, 785, 1619)
story-sanitation-body: ಮೈಸೂರು, ಆ.21(ಜಿಎ)–ಮೈಸೂರು ಜಿಲ್ಲಾ ಗ್ರಾಮಾಂತರ ಪ್ರದೇಶದ ಸ್ಥಳೀಯ ಸಂಸ್ಥೆಗಳಲ್ಲಿ ಕಾಯಂ ಪೌರಕಾರ್ಮಿಕರಾಗಿ ಸೇವೆ ಸಲ್ಲಿಸುತ್ತಿರುವವರ ವೇತನ ಪಾವತಿ ವಿಳಂಬ ಸೇರಿದಂತೆ ಹಲವಾರು ಸಮಸ್ಯೆಗಳನ್ನು ಕೂಡಲೇ ಬಗೆಹರಿಸುವಂತೆ ಕರ್ನಾಟಕ ರಾಜ್ಯ ಪೌರಕಾರ್ಮಿಕರ ಸಂಘ ಆಗ್ರಹಿಸಿದೆ. ಮೈಸೂರು ಜಿಲ್ಲಾ ಪತ್ರಕರ್ತರ ಭವನದಲ್ಲಿ ನಡೆದ ಸುದ್ದಿಗೋಷ್ಠಿಯಲ್ಲಿ ಮಾತನಾಡಿದ ಸಂಘದ ಪದಾಧಿಕಾರಿಗಳು, ಪೌರಕಾರ್ಮಿಕರಿಗೆ ಸಕಾಲಕ್ಕೆ ವೇತನ, ಆರೋಗ್ಯ ವಿಮೆ, ಸುರಕ್ಷತಾ ಸಾಧನಗಳು ಹಾಗೂ ವಸತಿ ಸೌಲಭ್ಯ ಒದಗಿಸಬೇಕು. ನಿವೃತ್ತರಾದವರಿಗೆ ಪಿಂಚಣಿ ಸೌಲಭ್ಯ ನೀಡಬೇಕು. ಜಿಲ್ಲಾಡಳಿತ ಕೂಡಲೇ ಈ ಬಗ್ಗೆ ಗಮನ ಹರಿಸಬೇಕು ಎಂದು ಒತ್ತಾಯಿಸಿದರು. ಗೋಷ್ಠಿಯಲ್ಲಿ ಸಂಘದ ಪದಾಧಿಕಾರಿಗಳು ಹಾಜರಿದ್ದರು. (495, 264, 676, 604)
obituary-list (87, 1942, 480, 2349)
event-item: ರೋಟರಿ ಕ್ಲಬ್ ಮೈಸೂರು: ಉಚಿತ ಕಣ್ಣಿನ ತಪಾಸಣಾ ಶಿಬಿರ, ಸ್ಥಳ: ರೋಟರಿ ಭವನ, ಬೆಳಿಗ್ಗೆ 10 ರಿಂದ. (502, 1796, 900, 1811)
dot-cyan (1382, 2347, 1392, 2357)
section-title: ಮೈಸೂರು ನಗರ (215, 87, 556, 131)
story-parliament-col1: ನವದೆಹಲಿ: ಒಂದು ತಿಂಗಳ ಕಾಲ ನಡೆದ ಸಂಸತ್ ಮುಂಗಾರು ಅಧಿವೇಶನಕ್ಕೆ ಗುರುವಾರ ತೆರೆ ಬಿದ್ದಿದ್ದು, ಪ್ರತಿಪಕ್ಷಗಳ ಪ್ರತಿಭಟನೆ, ಗದ್ದಲದ ನಡುವೆಯೇ ಲೋಕಸಭೆಯಲ್ಲಿ 12 ಮತ್ತು ರಾಜ್ಯಸಭೆಯಲ್ಲಿ 15 ಮಸೂದೆಗಳನ್ನು ಅಂಗೀಕರಿಸಲಾಗಿದೆ. ಬಿಹಾರ ಮತದಾರರ ಪಟ್ಟಿ ಪರಿಷ್ಕರಣೆ ವಿರೋಧಿಸಿ ಪ್ರತಿಪಕ್ಷಗಳು ಪ್ರತಿಭಟನೆ ನಡೆಸಿದವು. ಗದ್ದಲದಿಂದಾಗಿ ಕಲಾಪ ಪದೇ ಪದೇ ಮುಂದೂಡಿಕೆಯಾಯಿತು. (495, 926, 687, 1104)
headline-line1: ಕೇಂದ್ರ ಹೆದ್ದಾರಿ ಸಚಿವ ನಿತಿನ್ ಗಡ್ಕರಿ (124, 145, 436, 177)
dot-magenta (758, 2347, 768, 2357)
headline-line2-text: ವರ್ಗಕ್ಕೆ ಒಳ ಮೀಸಲಾತಿಯಲ್ಲಿ ಅನ್ಯಾಯ (793, 189, 1374, 244)
headline-line2: ಭೇಟಿಯಾದ ಹೆಚ್.ಡಿ.ಕುಮಾರಸ್ವಾಮಿ (116, 178, 444, 211)
event-item: ಶ್ರೀ ಚಾಮುಂಡೇಶ್ವರಿ ಸಾಹಿತ್ಯ ಪ್ರತಿಷ್ಠಾನ: ಕೃತಿ ಬಿಡುಗಡೆ ಸಮಾರಂಭ, ಸ್ಥಳ: ಕನ್ನಡ ಸಾಹಿತ್ಯ ಭವನ, ಸಂಜೆ 5 ಗಂಟೆ. (502, 1843, 937, 1859)
dot-cyan (95, 2347, 105, 2357)
dot-yellow (127, 2347, 137, 2357)
